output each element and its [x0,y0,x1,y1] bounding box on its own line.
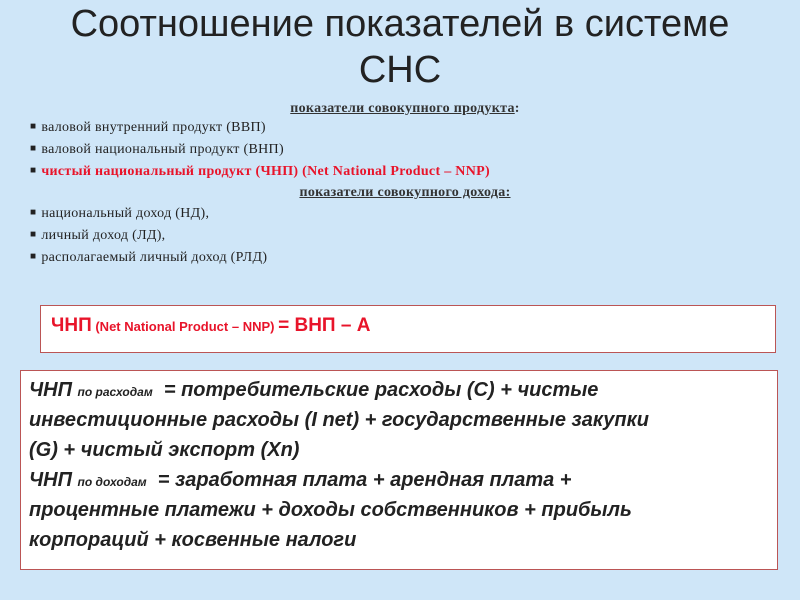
bullet-icon: ■ [30,207,37,218]
list-item-text: личный доход (ЛД), [41,228,166,243]
list-item-text: располагаемый личный доход (РЛД) [41,250,268,265]
slide-title: Соотношение показателей в системе [70,3,730,45]
formula-term: ЧНП [51,315,92,336]
list-item-text: национальный доход (НД), [41,206,210,221]
nnp-term: ЧНП [29,469,78,491]
list-item-ni [30,206,209,222]
formula-term-note: (Net National Product – NNP) [91,319,279,334]
product-heading-colon: : [514,101,520,116]
list-item-gdp [30,120,266,136]
nnp-formula [51,315,370,337]
bullet-icon: ■ [30,165,37,176]
list-item-pi [30,228,165,244]
income-line-3: корпораций + косвенные налоги [29,529,357,551]
by-expenditure-label: по расходам [77,385,153,399]
product-heading-text: показатели совокупного продукта [290,101,515,116]
income-formula: = заработная плата + арендная плата + [146,469,572,491]
bullet-icon: ■ [30,121,37,132]
bullet-icon: ■ [30,143,37,154]
formula-rhs: = ВНП – А [278,315,371,336]
bullet-icon: ■ [30,229,37,240]
income-indicators-heading: показатели совокупного дохода: [299,185,511,200]
slide-title-line2: СНС [358,49,442,91]
expenditure-line-3: (G) + чистый экспорт (Xn) [29,439,300,461]
list-item-nnp [30,164,490,180]
list-item-text: валовой внутренний продукт (ВВП) [41,120,266,135]
list-item-text: валовой национальный продукт (ВНП) [41,142,284,157]
expenditure-line-2: инвестиционные расходы (I net) + государственные закупки [29,409,649,431]
expenditure-line-1 [29,377,598,405]
income-line-1 [29,467,571,495]
list-item-dpi [30,250,267,266]
income-line-2: процентные платежи + доходы собственников + прибыль [29,499,632,521]
list-item-text: чистый национальный продукт (ЧНП) (Net National Product – NNP) [41,164,490,179]
nnp-methods-box [20,370,778,570]
by-income-label: по доходам [77,475,147,489]
nnp-term: ЧНП [29,379,78,401]
product-indicators-heading [0,101,800,117]
nnp-formula-box [40,305,776,353]
expenditure-formula: = потребительские расходы (С) + чистые [152,379,599,401]
list-item-gnp [30,142,284,158]
bullet-icon: ■ [30,251,37,262]
